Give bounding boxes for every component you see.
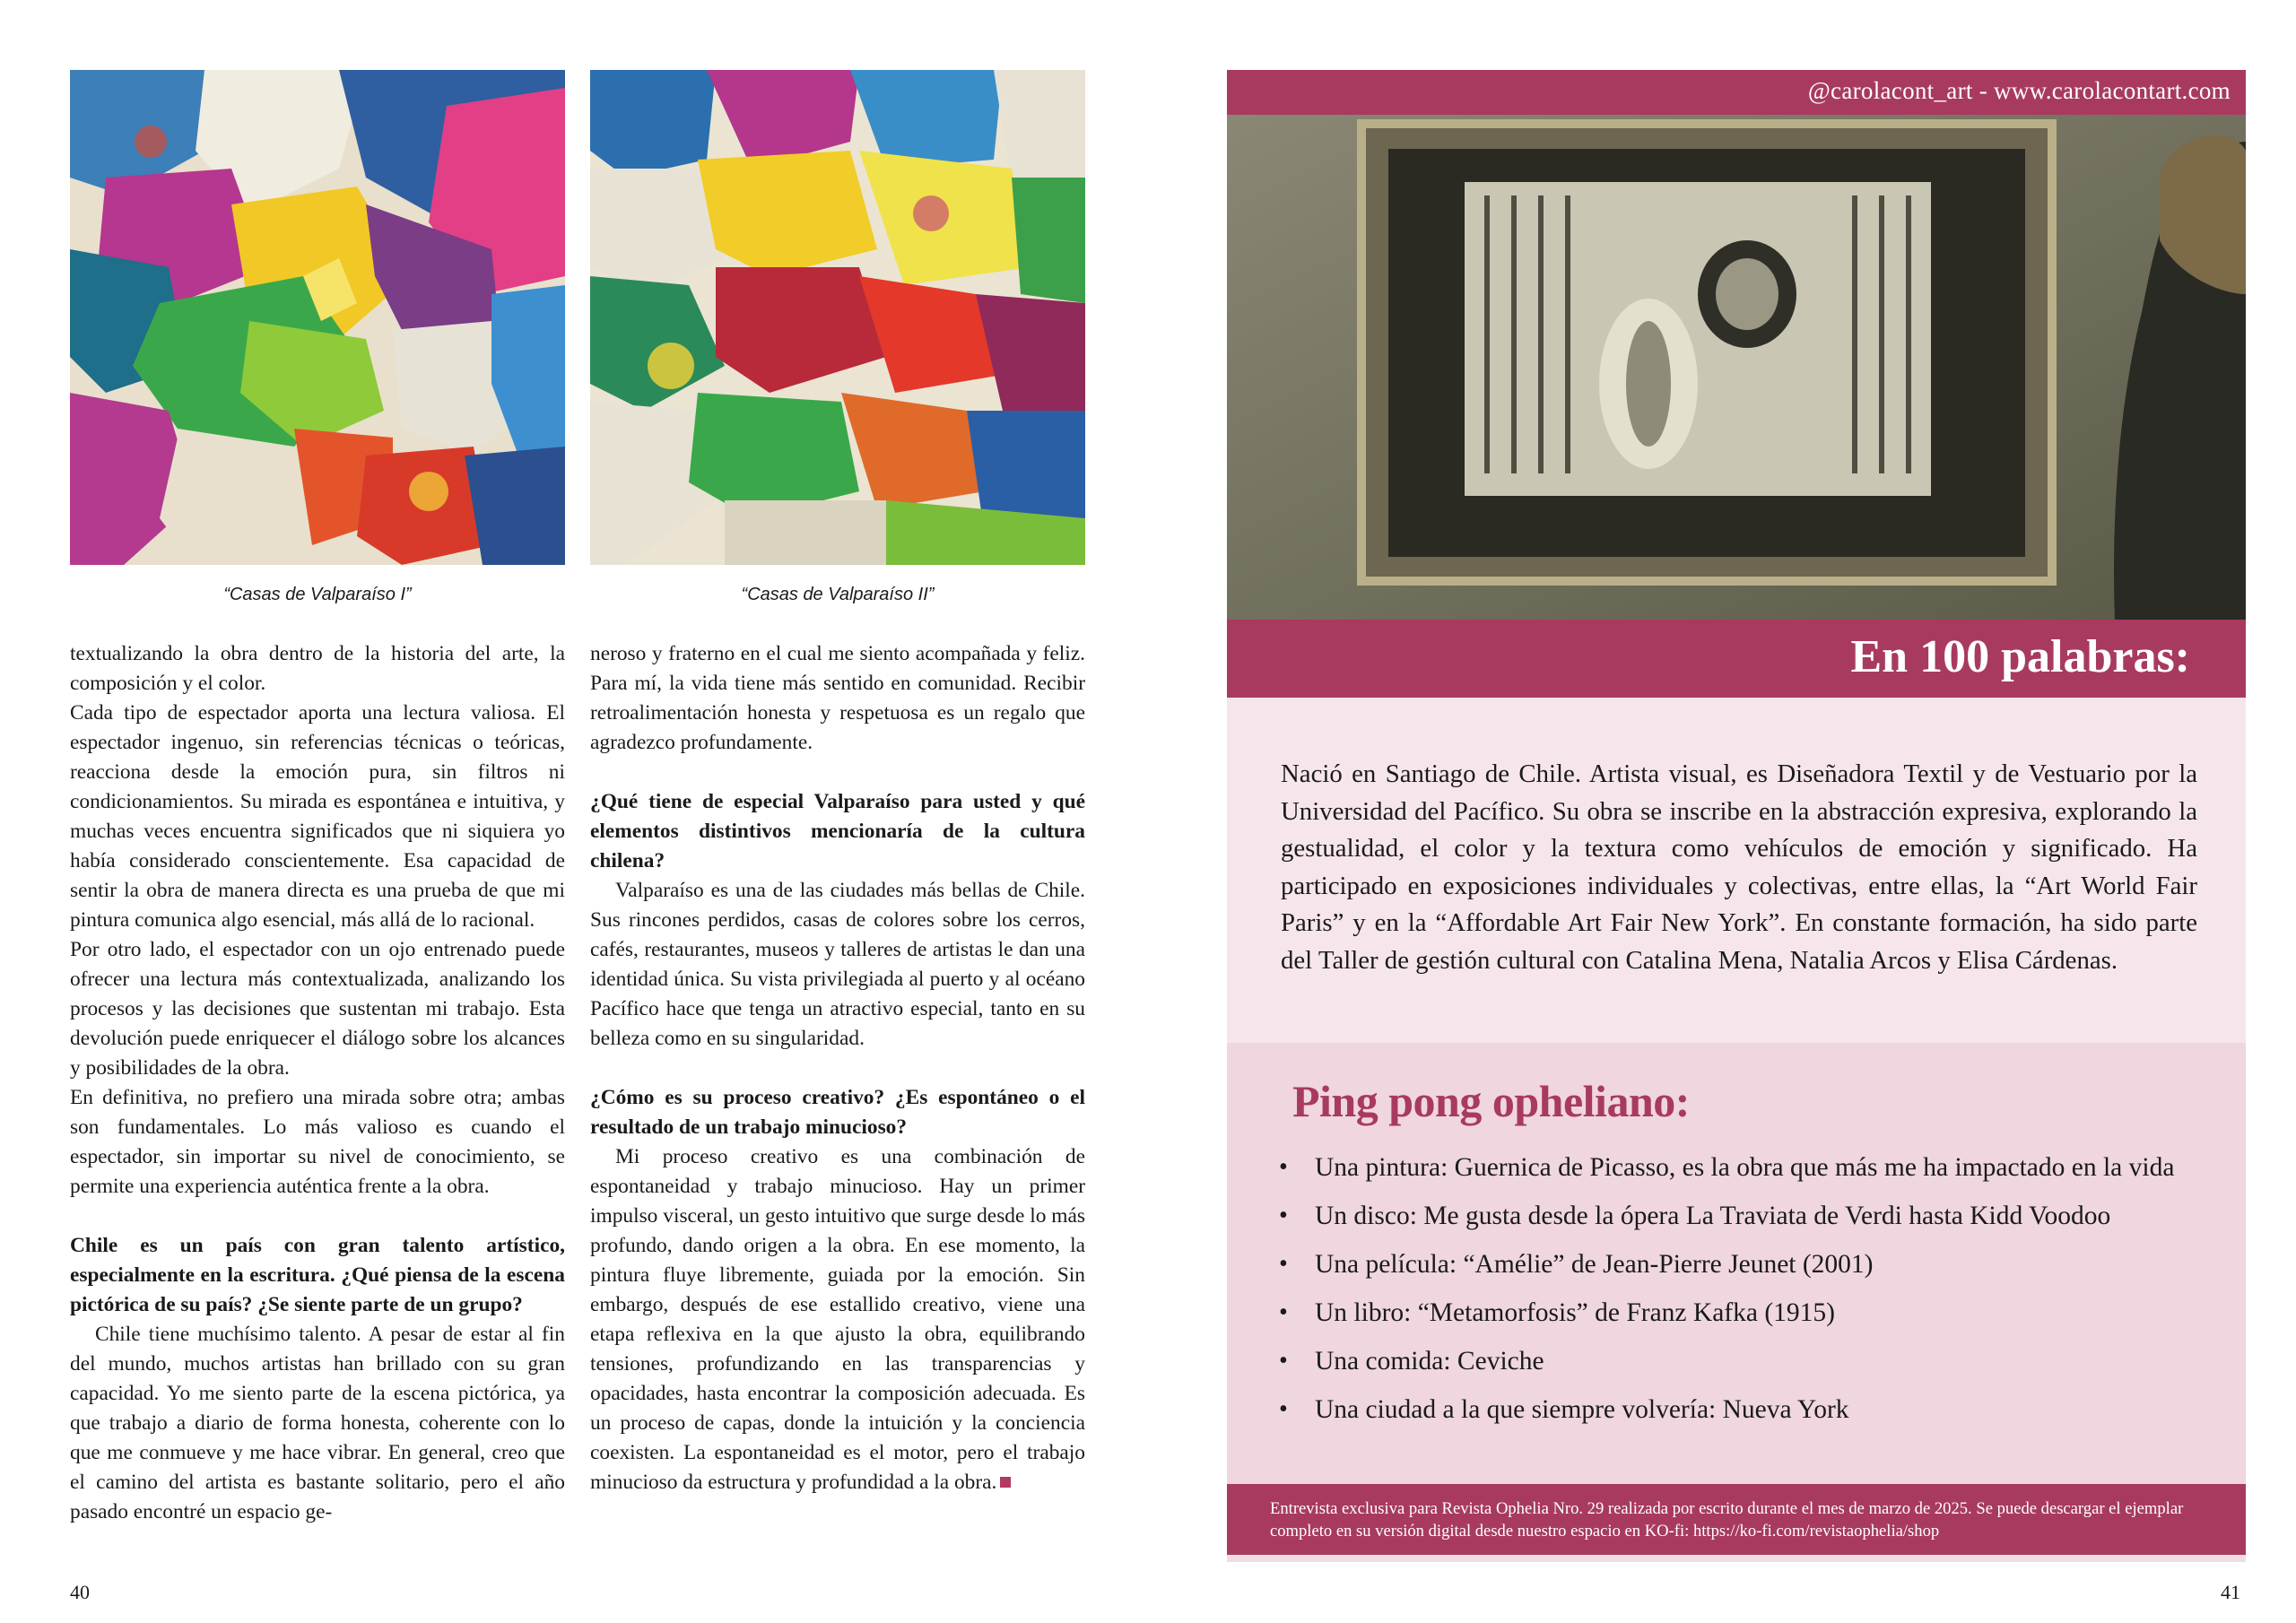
painting-casas-valparaiso-2 (590, 70, 1085, 565)
paragraph: Cada tipo de espectador aporta una lectura valiosa. El espectador ingenuo, sin referencias técnicas o teóricas, reacciona desde la emoción pura, sin filtros ni condicionamientos. Su mirada es espontánea e intuitiva, y muchas veces encuentra significados que ni siquiera yo había considerado conscientemente. Esa capacidad de sentir la obra de manera directa es una prueba de que mi pintura comunica algo esencial, más allá de lo racional. (70, 701, 565, 932)
paragraph: neroso y fraterno en el cual me siento acompañada y feliz. Para mí, la vida tiene más sentido en comunidad. Recibir retroalimentación honesta y respetuosa es un regalo que agradezco profundamente. (590, 642, 1085, 754)
ping-pong-box (1227, 1043, 2246, 1484)
painting-casas-valparaiso-1 (70, 70, 565, 565)
social-handle: @carolacont_art - www.carolacontart.com (1807, 77, 2231, 104)
list-item: • Una ciudad a la que siempre volvería: Nueva York (1279, 1385, 2230, 1434)
question-heading: ¿Cómo es su proceso creativo? ¿Es espontáneo o el resultado de un trabajo minucioso? (590, 1086, 1085, 1139)
page-number-right: 41 (2221, 1581, 2240, 1603)
end-mark-icon (1000, 1477, 1011, 1488)
list-item: • Una comida: Ceviche (1279, 1337, 2230, 1385)
social-handle-bar (1227, 70, 2246, 115)
list-item: • Un libro: “Metamorfosis” de Franz Kafka (1915) (1279, 1289, 2230, 1337)
artist-photo (1227, 115, 2246, 620)
section-title: En 100 palabras: (1850, 631, 2190, 682)
list-item: • Una película: “Amélie” de Jean-Pierre Jeunet (2001) (1279, 1240, 2230, 1289)
question-heading: ¿Qué tiene de especial Valparaíso para usted y qué elementos distintivos mencionaría de la cultura chilena? (590, 790, 1085, 872)
footer-bar (1227, 1484, 2246, 1555)
paragraph: Por otro lado, el espectador con un ojo entrenado puede ofrecer una lectura más contextualizada, analizando los procesos y las decisiones que sustentan mi trabajo. Esta devolución puede enriquecer el diálogo sobre los alcances y posibilidades de la obra. (70, 938, 565, 1080)
title-bar (1227, 620, 2246, 698)
footer-note: Entrevista exclusiva para Revista Ophelia Nro. 29 realizada por escrito durante el mes de marzo de 2025. Se puede descargar el ejemplar completo en su versión digital desde nuestro espacio en KO-fi: https://ko-fi.com/revistaophelia/shop (1270, 1499, 2184, 1541)
list-item: • Una pintura: Guernica de Picasso, es la obra que más me ha impactado en la vida (1279, 1143, 2230, 1192)
paragraph: textualizando la obra dentro de la historia del arte, la composición y el color. (70, 642, 565, 695)
bio-box (1227, 698, 2246, 1043)
paragraph: Chile tiene muchísimo talento. A pesar de estar al fin del mundo, muchos artistas han brillado con su gran capacidad. Yo me siento parte de la escena pictórica, ya que trabajo a diario de forma honesta, coherente con lo que me conmueve y me hace vibrar. En general, creo que el camino del artista es bastante solitario, pero el año pasado encontré un espacio ge- (70, 1323, 565, 1523)
list-item: • Un disco: Me gusta desde la ópera La Traviata de Verdi hasta Kidd Voodoo (1279, 1192, 2230, 1240)
bio-text: Nació en Santiago de Chile. Artista visual, es Diseñadora Textil y de Vestuario por la Universidad del Pacífico. Su obra se inscribe en la abstracción expresiva, explorando la gestualidad, el color y la textura como vehículos de emoción y significado. Ha participado en exposiciones individuales y colectivas, entre ellas, la “Art World Fair Paris” y en la “Affordable Art Fair New York”. En constante formación, ha sido parte del Taller de gestión cultural con Catalina Mena, Natalia Arcos y Elisa Cárdenas. (1281, 759, 2197, 975)
caption-painting-1: “Casas de Valparaíso I” (223, 585, 412, 604)
caption-painting-2: “Casas de Valparaíso II” (741, 585, 935, 604)
page-number-left: 40 (70, 1581, 90, 1603)
paragraph: Mi proceso creativo es una combinación de espontaneidad y trabajo minucioso. Hay un primer impulso visceral, un gesto intuitivo que surge desde lo más profundo, dando origen a la obra. En ese momento, la pintura fluye libremente, guiada por la emoción. Sin embargo, después de ese estallido creativo, viene una etapa reflexiva en la que ajusto la obra, equilibrando tensiones, profundizando en las transparencias y opacidades, hasta encontrar la composición adecuada. Es un proceso de capas, donde la intuición y la conciencia coexisten. La espontaneidad es el motor, pero el trabajo minucioso da estructura y profundidad a la obra. (590, 1145, 1085, 1494)
divider (1227, 1555, 2246, 1562)
ping-pong-title: Ping pong opheliano: (1292, 1076, 1690, 1126)
article-column-1 (70, 639, 565, 1527)
article-column-2 (590, 639, 1085, 1497)
paragraph: Valparaíso es una de las ciudades más bellas de Chile. Sus rincones perdidos, casas de colores sobre los cerros, cafés, restaurantes, museos y talleres de artistas le dan una identidad única. Su vista privilegiada al puerto y al océano Pacífico hace que tenga un atractivo especial, tanto en su belleza como en su singularidad. (590, 879, 1085, 1050)
paragraph: En definitiva, no prefiero una mirada sobre otra; ambas son fundamentales. Lo más valioso es cuando el espectador, sin importar su nivel de conocimiento, se permite una experiencia auténtica frente a la obra. (70, 1086, 565, 1198)
ping-pong-list (1279, 1143, 2230, 1434)
question-heading: Chile es un país con gran talento artístico, especialmente en la escritura. ¿Qué piensa de la escena pictórica de su país? ¿Se siente parte de un grupo? (70, 1234, 565, 1316)
